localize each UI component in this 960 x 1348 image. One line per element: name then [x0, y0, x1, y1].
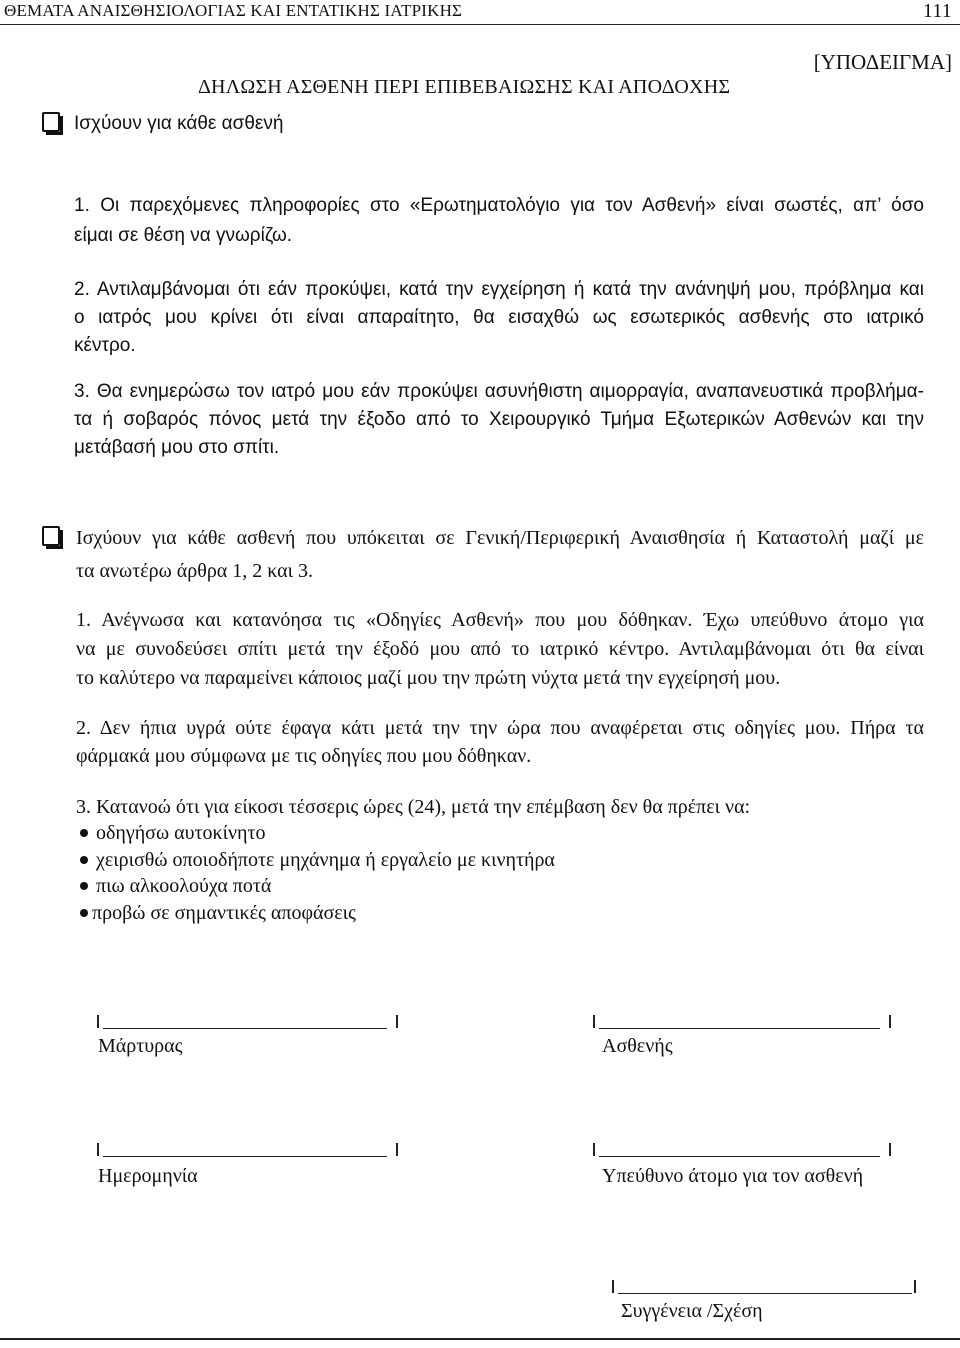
section1-item3-line3: μετάβασή μου στο σπίτι.	[74, 437, 280, 458]
section1-item1-line1: 1. Οι παρεχόμενες πληροφορίες στο «Ερωτηματολόγιο για τον Ασθενή» είναι σωστές, απ’ όσο	[74, 195, 924, 216]
signature-witness-label: Μάρτυρας	[98, 1035, 183, 1057]
section2-item2-line2: φάρμακά μου σύμφωνα με τις οδηγίες που μου δόθηκαν.	[76, 745, 532, 767]
section1-checkbox-icon[interactable]	[42, 112, 60, 132]
section2-item1-line1: 1. Ανέγνωσα και κατανόησα τις «Οδηγίες Ασθενή» που μου δόθηκαν. Έχω υπεύθυνο άτομο για	[76, 609, 924, 631]
signature-patient-label: Ασθενής	[602, 1035, 673, 1057]
bullet-icon	[80, 882, 88, 890]
section1-item3-line2: τα ή σοβαρός πόνος μετά την έξοδο από το Χειρουργικό Τμήμα Εξωτερικών Ασθενών και την	[74, 409, 924, 430]
header-rule	[0, 24, 960, 25]
bullet-item-2: χειρισθώ οποιοδήποτε μηχάνημα ή εργαλείο με κινητήρα	[96, 849, 555, 871]
bullet-icon	[80, 829, 88, 837]
section1-item2-line3: κέντρο.	[74, 335, 136, 356]
section1-item1-line2: είμαι σε θέση να γνωρίζω.	[74, 225, 293, 246]
section2-heading-line1: Ισχύουν για κάθε ασθενή που υπόκειται σε Γενική/Περιφερική Αναισθησία ή Καταστολή μαζί με	[76, 527, 924, 549]
signature-responsible-label: Υπεύθυνο άτομο για τον ασθενή	[602, 1165, 864, 1187]
section2-item2-line1: 2. Δεν ήπια υγρά ούτε έφαγα κάτι μετά την την ώρα που αναφέρεται στις οδηγίες μου. Πήρα τα	[76, 717, 924, 739]
section2-heading-line2: τα ανωτέρω άρθρα 1, 2 και 3.	[76, 560, 314, 582]
section2-checkbox-icon[interactable]	[42, 526, 60, 546]
section1-item2-line2: ο ιατρός μου κρίνει ότι είναι απαραίτητο, θα εισαχθώ ως εσωτερικός ασθενής στο ιατρικό	[74, 307, 924, 328]
section2-item1-line3: το καλύτερο να παραμείνει κάποιος μαζί μου την πρώτη νύχτα μετά την εγχείρησή μου.	[76, 667, 781, 689]
sample-tag: [ΥΠΟΔΕΙΓΜΑ]	[813, 50, 952, 74]
section1-item3-line1: 3. Θα ενημερώσω τον ιατρό μου εάν προκύψει ασυνήθιστη αιμορραγία, αναπανευστικά προβλήμα-	[74, 381, 924, 402]
signature-date-label: Ημερομηνία	[98, 1165, 198, 1187]
section2-item3-line1: 3. Κατανοώ ότι για είκοσι τέσσερις ώρες (24), μετά την επέμβαση δεν θα πρέπει να:	[76, 796, 751, 818]
bullet-item-4: προβώ σε σημαντικές αποφάσεις	[92, 902, 356, 924]
page-number: 111	[922, 0, 952, 22]
bullet-item-1: οδηγήσω αυτοκίνητο	[96, 822, 266, 844]
bullet-icon	[80, 909, 88, 917]
section1-heading: Ισχύουν για κάθε ασθενή	[74, 113, 284, 134]
section1-item2-line1: 2. Αντιλαμβάνομαι ότι εάν προκύψει, κατά την εγχείρηση ή κατά την ανάνηψή μου, πρόβλημα και	[74, 279, 924, 300]
bullet-icon	[80, 856, 88, 864]
signature-relation-label: Συγγένεια /Σχέση	[621, 1300, 763, 1322]
running-title: ΘΕΜΑΤΑ ΑΝΑΙΣΘΗΣΙΟΛΟΓΙΑΣ ΚΑΙ ΕΝΤΑΤΙΚΗΣ ΙΑΤΡΙΚΗΣ	[4, 1, 463, 20]
bullet-item-3: πιω αλκοολούχα ποτά	[96, 875, 272, 897]
footer-rule	[0, 1338, 960, 1340]
section2-item1-line2: να με συνοδεύσει σπίτι μετά την έξοδό μου από το ιατρικό κέντρο. Αντιλαμβάνομαι ότι θα είναι	[76, 638, 924, 660]
running-header	[0, 0, 960, 22]
document-title: ΔΗΛΩΣΗ ΑΣΘΕΝΗ ΠΕΡΙ ΕΠΙΒΕΒΑΙΩΣΗΣ ΚΑΙ ΑΠΟΔΟΧΗΣ	[198, 76, 731, 98]
